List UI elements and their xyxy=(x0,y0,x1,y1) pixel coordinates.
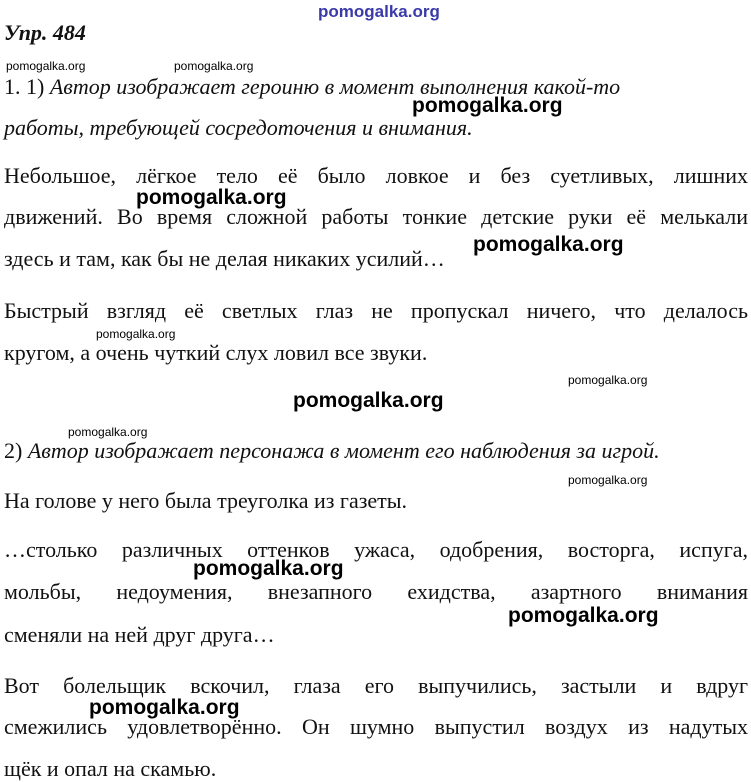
s2-p3-line1: Вот болельщик вскочил, глаза его выпучились, застыли и вдруг xyxy=(4,673,748,698)
section1-heading-line1 xyxy=(4,74,748,100)
watermark-big: pomogalka.org xyxy=(293,389,444,412)
section1-heading-text: Автор изображает героиню в момент выполнения какой-то xyxy=(49,74,621,99)
watermark-big: pomogalka.org xyxy=(473,233,624,256)
watermark-big: pomogalka.org xyxy=(136,186,287,209)
s1-p1-line2: движений. Во время сложной работы тонкие детские руки её мелькали xyxy=(4,204,748,229)
watermark-small: pomogalka.org xyxy=(68,425,148,439)
watermark-big: pomogalka.org xyxy=(412,94,563,117)
s1-p1-line1: Небольшое, лёгкое тело её было ловкое и без суетливых, лишних xyxy=(4,163,748,188)
s1-p2-line1: Быстрый взгляд её светлых глаз не пропускал ничего, что делалось xyxy=(4,298,748,323)
page-title: Упр. 484 xyxy=(4,20,86,45)
s2-p2-line1: …столько различных оттенков ужаса, одобрения, восторга, испуга, xyxy=(4,537,748,562)
watermark-big: pomogalka.org xyxy=(193,557,344,580)
s2-p2-line3: сменяли на ней друг друга… xyxy=(4,622,275,647)
s1-p1-line3: здесь и там, как бы не делая никаких усилий… xyxy=(4,246,445,271)
s2-p1-line1: На голове у него была треуголка из газеты. xyxy=(4,488,408,513)
watermark-small: pomogalka.org xyxy=(568,373,648,387)
s1-p2-line2: кругом, а очень чуткий слух ловил все звуки. xyxy=(4,340,428,365)
watermark-small: pomogalka.org xyxy=(568,473,648,487)
watermark-top: pomogalka.org xyxy=(318,2,440,21)
watermark-small: pomogalka.org xyxy=(174,59,254,73)
watermark-big: pomogalka.org xyxy=(89,696,240,719)
watermark-small: pomogalka.org xyxy=(6,59,86,73)
section2-heading-text: Автор изображает персонажа в момент его наблюдения за игрой. xyxy=(27,438,660,463)
section2-marker: 2) xyxy=(4,438,23,463)
section1-marker: 1. 1) xyxy=(4,74,45,99)
watermark-small: pomogalka.org xyxy=(96,327,176,341)
s2-p2-line2: мольбы, недоумения, внезапного ехидства, азартного внимания xyxy=(4,579,748,604)
section1-heading-line2: работы, требующей сосредоточения и внимания. xyxy=(4,115,473,140)
watermark-big: pomogalka.org xyxy=(508,604,659,627)
s2-p3-line2: смежились удовлетворённо. Он шумно выпустил воздух из надутых xyxy=(4,714,748,739)
s2-p3-line3: щёк и опал на скамью. xyxy=(4,756,217,781)
section2-heading xyxy=(4,438,748,464)
